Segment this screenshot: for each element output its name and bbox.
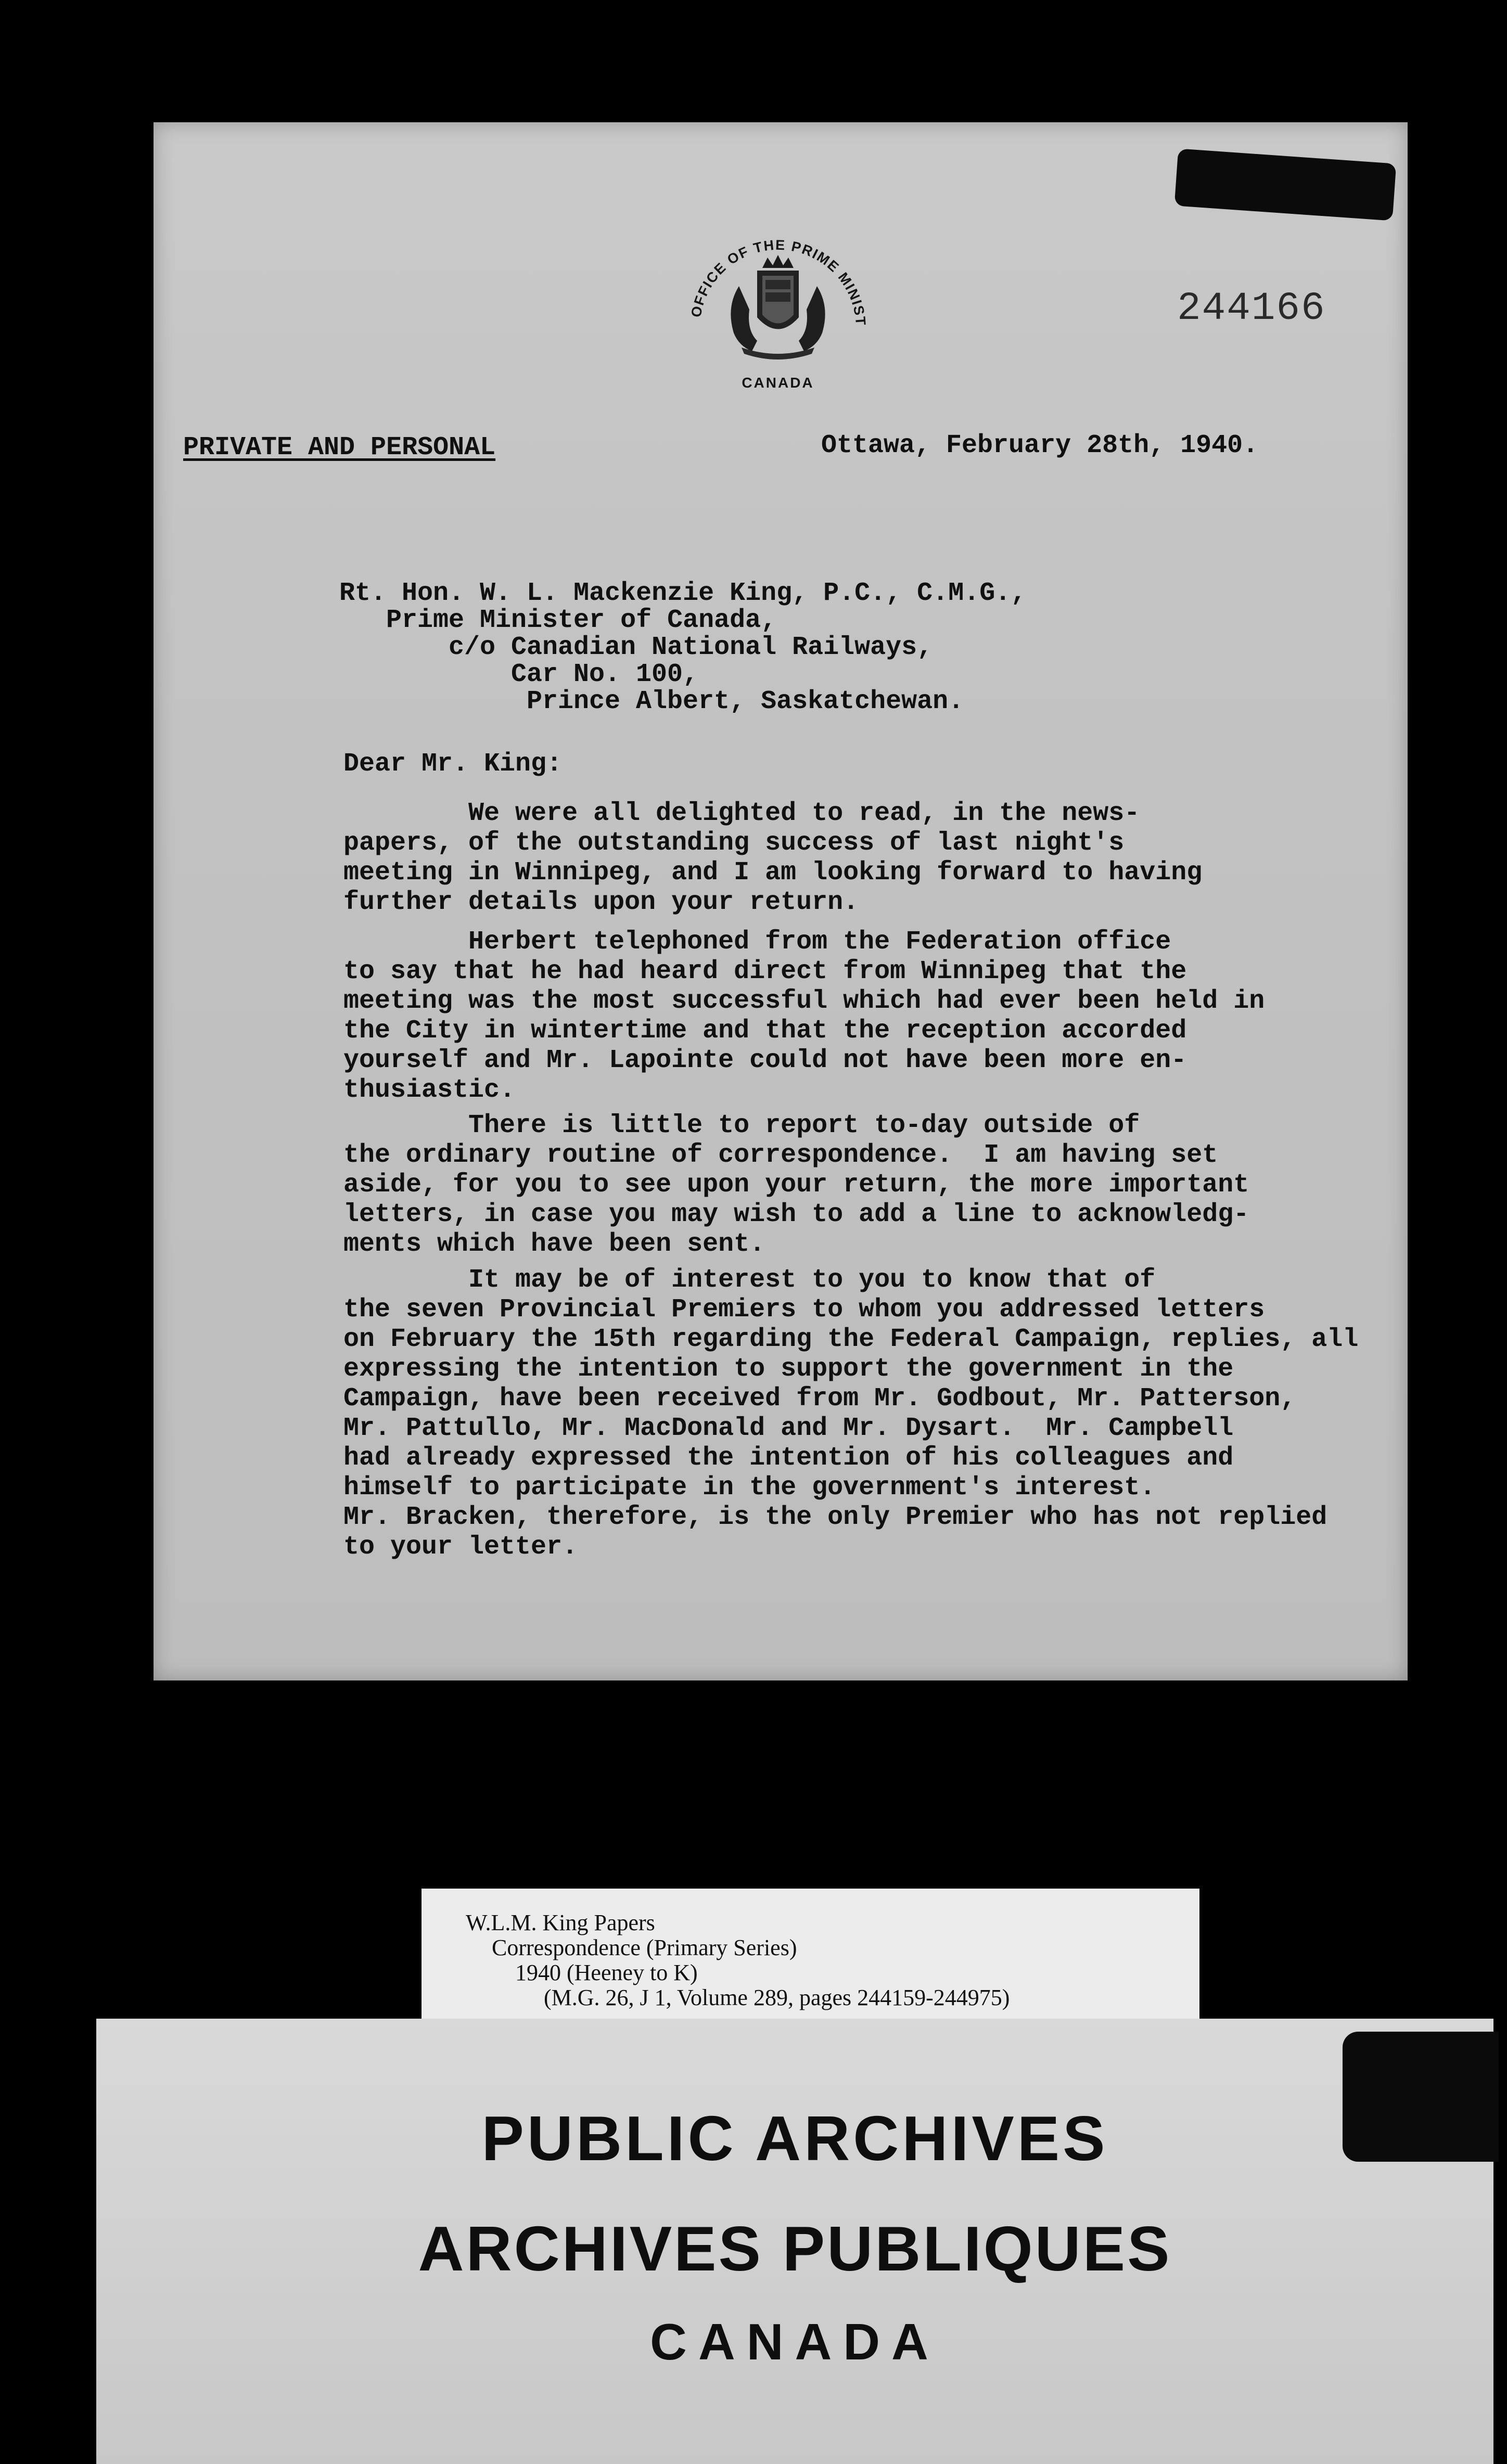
paragraph-line: Mr. Bracken, therefore, is the only Premier who has not replied (343, 1503, 1327, 1532)
body-paragraph (343, 1265, 1363, 1562)
coat-of-arms-icon (679, 213, 877, 380)
paragraph-line: himself to participate in the government's interest. (343, 1473, 1156, 1503)
paragraph-line: meeting in Winnipeg, and I am looking forward to having (343, 858, 1203, 888)
paragraph-line: aside, for you to see upon your return, the more important (343, 1170, 1249, 1200)
paragraph-line: on February the 15th regarding the Federal Campaign, replies, all (343, 1325, 1359, 1354)
stamp-line-french: ARCHIVES PUBLIQUES (418, 2213, 1172, 2284)
paragraph-line: the seven Provincial Premiers to whom you addressed letters (343, 1295, 1265, 1325)
label-line: 1940 (Heeney to K) (515, 1960, 698, 1985)
paragraph-line: Mr. Pattullo, Mr. MacDonald and Mr. Dysart. Mr. Campbell (343, 1414, 1234, 1443)
label-line: Correspondence (Primary Series) (492, 1935, 797, 1960)
body-paragraph (343, 799, 1363, 917)
address-line: Car No. 100, (511, 660, 699, 689)
paragraph-line: meeting was the most successful which had ever been held in (343, 986, 1265, 1016)
classification-heading: PRIVATE AND PERSONAL (183, 433, 496, 463)
paragraph-line: the City in wintertime and that the reception accorded (343, 1016, 1187, 1046)
tape-mark (1343, 2032, 1499, 2162)
paragraph-line: It may be of interest to you to know that of (343, 1265, 1156, 1295)
paragraph-line: to say that he had heard direct from Winnipeg that the (343, 957, 1187, 986)
stamp-line-english: PUBLIC ARCHIVES (481, 2103, 1108, 2174)
letterhead-crest (679, 213, 877, 401)
paragraph-line: the ordinary routine of correspondence. I am having set (343, 1140, 1218, 1170)
label-line: W.L.M. King Papers (466, 1910, 655, 1935)
label-line: (M.G. 26, J 1, Volume 289, pages 244159-244975) (544, 1985, 1010, 2010)
paragraph-line: had already expressed the intention of his colleagues and (343, 1443, 1234, 1473)
crest-caption: CANADA (742, 375, 814, 391)
stamp-line-country: CANADA (650, 2313, 940, 2370)
paragraph-line: Campaign, have been received from Mr. Godbout, Mr. Patterson, (343, 1384, 1296, 1414)
paragraph-line: papers, of the outstanding success of last night's (343, 828, 1125, 858)
paragraph-line: letters, in case you may wish to add a line to acknowledg- (343, 1200, 1249, 1229)
paragraph-line: expressing the intention to support the government in the (343, 1354, 1234, 1384)
address-line: c/o Canadian National Railways, (449, 633, 933, 662)
body-paragraph (343, 1111, 1363, 1259)
crest-arc-text: OFFICE OF THE PRIME MINIST (688, 237, 869, 327)
address-line: Rt. Hon. W. L. Mackenzie King, P.C., C.M.G., (339, 579, 1027, 608)
paragraph-line: Herbert telephoned from the Federation office (343, 927, 1171, 957)
address-line: Prime Minister of Canada, (386, 606, 777, 635)
archive-reference-label (422, 1889, 1199, 2019)
document-number: 244166 (1177, 286, 1326, 331)
paragraph-line: ments which have been sent. (343, 1229, 765, 1259)
body-paragraph (343, 927, 1363, 1105)
archives-stamp-card (96, 2019, 1493, 2464)
salutation: Dear Mr. King: (343, 749, 563, 779)
paragraph-line: There is little to report to-day outside of (343, 1111, 1140, 1140)
place-date: Ottawa, February 28th, 1940. (821, 431, 1259, 460)
paragraph-line: thusiastic. (343, 1075, 516, 1105)
paragraph-line: We were all delighted to read, in the news- (343, 799, 1140, 828)
address-line: Prince Albert, Saskatchewan. (527, 687, 964, 716)
paragraph-line: to your letter. (343, 1532, 578, 1562)
paragraph-line: yourself and Mr. Lapointe could not have been more en- (343, 1046, 1187, 1075)
paragraph-line: further details upon your return. (343, 888, 859, 917)
